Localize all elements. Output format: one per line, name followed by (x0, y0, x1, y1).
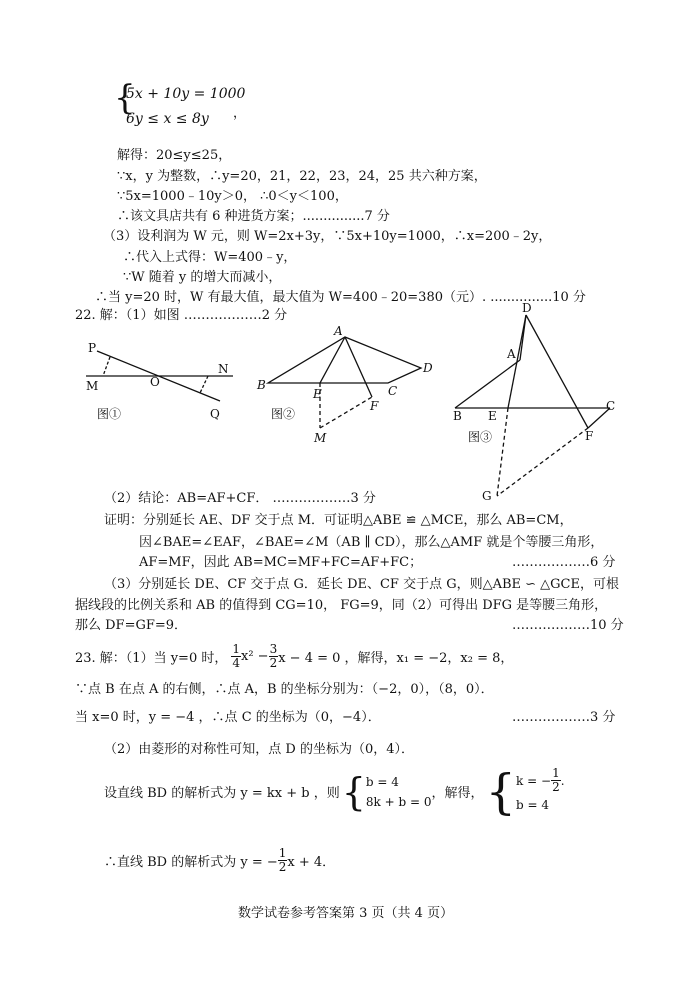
segment-df (526, 315, 588, 428)
fraction-1-4: $\frac{1}{4}$ (232, 642, 240, 670)
label-n: N (218, 362, 229, 376)
system-comma: ， (233, 106, 247, 121)
label-a: A (334, 324, 343, 338)
dashed-fg (497, 428, 588, 496)
label-f: F (585, 429, 594, 443)
label-g: G (482, 489, 492, 503)
text-line: （2）结论：AB=AF+CF． ………………3 分 (104, 491, 376, 506)
label-a: A (507, 347, 516, 361)
figure-caption-2: 图② (271, 407, 296, 421)
q23-line-5 (104, 763, 565, 820)
text-span: ∴直线 BD 的解析式为 y = − (104, 855, 278, 870)
score-mark: ………………3 分 (512, 710, 616, 725)
quadrilateral-abcd (268, 337, 421, 383)
label-p: P (88, 341, 97, 355)
text-line: ∴代入上式得：W=400﹣y， (123, 250, 297, 265)
text-span: x² − (241, 649, 269, 664)
q23-line-1 (75, 643, 513, 670)
text-line: （2）由菱形的对称性可知，点 D 的坐标为（0，4）． (104, 742, 415, 757)
system-eq-1: 5x + 10y = 1000 (126, 86, 246, 102)
text-line: 因∠BAE=∠EAF，∠BAE=∠M（AB ∥ CD），那么△AMF 就是个等腰三角形， (139, 535, 604, 550)
text-line: 证明：分别延长 AE、DF 交于点 M．可证明△ABE ≌ △MCE，那么 AB=CM， (104, 513, 573, 528)
text-line: ∵点 B 在点 A 的右侧，∴点 A，B 的坐标分别为：（−2，0），（8，0）． (75, 682, 494, 697)
q23-line-6 (104, 847, 335, 874)
label-m: M (314, 431, 327, 445)
segment-de (508, 315, 526, 408)
dashed-eg (497, 408, 508, 496)
text-span: x + 4． (287, 855, 336, 870)
text-line: 解得：20≤y≤25， (117, 148, 232, 163)
label-d: D (423, 361, 433, 375)
fraction-3-2: $\frac{3}{2}$ (269, 642, 278, 670)
label-c: C (606, 399, 616, 413)
text-line: （3）分别延长 DE、CF 交于点 G．延长 DE、CF 交于点 G，则△ABE ∽ △GCE，可根 (104, 577, 619, 592)
score-mark: ………………6 分 (512, 555, 616, 570)
system-2: k = − $\frac{1}{2}$ . b = 4 (516, 766, 565, 812)
label-d: D (522, 301, 532, 315)
text-line: （3）设利润为 W 元，则 W=2x+3y，∵5x+10y=1000，∴x=200﹣2y， (103, 229, 552, 244)
label-e: E (488, 409, 497, 423)
text-line: 那么 DF=GF=9． (75, 618, 188, 633)
dashed-perp-1 (103, 357, 110, 376)
label-m: M (86, 379, 99, 393)
dashed-perp-2 (200, 376, 208, 393)
text-line: 当 x=0 时，y = −4 ，∴点 C 的坐标为（0，−4）． (75, 710, 381, 725)
text-line: 据线段的比例关系和 AB 的值得到 CG=10， FG=9，同（2）可得出 DFG 是等腰三角形， (75, 598, 608, 613)
label-b: B (257, 378, 266, 392)
text-line: ∵W 随着 y 的增大而减小， (123, 270, 282, 285)
q22-heading: 22. 解：（1）如图 ………………2 分 (75, 308, 288, 323)
score-mark: ………………10 分 (512, 618, 624, 633)
figure-caption-1: 图① (97, 407, 122, 421)
system-brace: { (341, 769, 366, 814)
system-brace: { (114, 78, 136, 118)
label-o: O (150, 375, 160, 389)
text-line: ∴当 y=20 时，W 有最大值，最大值为 W=400﹣20=380（元）. ...............10 分 (95, 290, 586, 305)
fraction-1-2: $\frac{1}{2}$ (552, 766, 560, 794)
label-e: E (313, 387, 322, 401)
text-line: ∵x，y 为整数，∴y=20，21，22，23，24，25 共六种方案， (117, 169, 487, 184)
figure-caption-3: 图③ (468, 430, 493, 444)
label-c: C (388, 384, 398, 398)
text-line: ∵5x=1000﹣10y＞0， ∴0＜y＜100， (117, 189, 348, 204)
system-eq-2: 6y ≤ x ≤ 8y (126, 111, 209, 127)
text-line: ∴该文具店共有 6 种进货方案；...............7 分 (117, 209, 390, 224)
label-f: F (370, 399, 379, 413)
page-footer: 数学试卷参考答案第 3 页（共 4 页） (238, 906, 454, 921)
text-span: 设直线 BD 的解析式为 y = kx + b ，则 (104, 786, 340, 801)
segment-ba (455, 360, 520, 408)
text-span: 23. 解：（1）当 y=0 时， (75, 651, 228, 666)
text-line: AF=MF，因此 AB=MC=MF+FC=AF+FC； (139, 555, 423, 570)
text-span: x − 4 = 0 ，解得，x₁ = −2，x₂ = 8， (278, 651, 514, 666)
text-span: ，解得， (431, 786, 484, 801)
label-q: Q (210, 407, 220, 421)
system-brace: { (485, 763, 517, 820)
label-b: B (453, 409, 462, 423)
system-1: b = 4 8k + b = 0 (365, 774, 432, 809)
fraction-1-2: $\frac{1}{2}$ (278, 846, 287, 874)
dashed-mf (320, 397, 372, 428)
